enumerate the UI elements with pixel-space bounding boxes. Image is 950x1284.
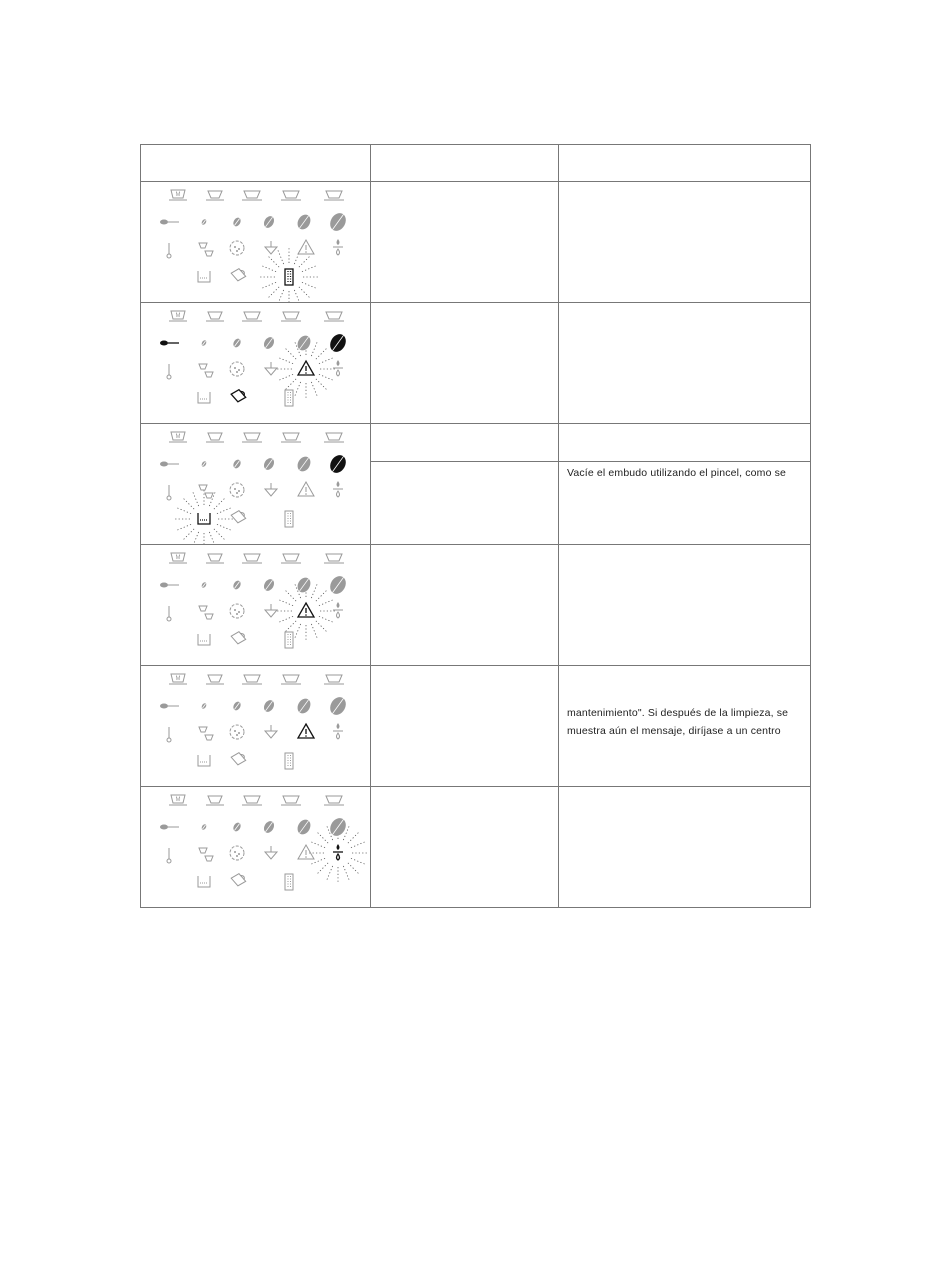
table-row [141, 303, 811, 424]
bean-icon [327, 815, 349, 838]
mug-icon [169, 795, 187, 805]
mug-icon [169, 190, 187, 200]
bean-icon [327, 331, 349, 354]
big-cup-icon [281, 796, 301, 805]
thermometer-icon [167, 364, 171, 379]
header-cell-cause [371, 145, 559, 182]
big-cup-icon [324, 675, 344, 684]
two-cups-icon [199, 243, 213, 256]
steam-nozzle-icon [265, 604, 277, 617]
mug-icon [169, 311, 187, 321]
header-cell-remedy [559, 145, 811, 182]
svg-text:M: M [175, 676, 181, 682]
big-cup-icon [242, 796, 262, 805]
table-row [141, 666, 811, 787]
big-cup-icon [324, 312, 344, 321]
cup-icon [206, 675, 224, 684]
bean-icon [232, 337, 242, 348]
panel-cell [141, 424, 371, 545]
drip-tray-icon [198, 634, 210, 645]
big-cup-icon [281, 191, 301, 200]
milk-jug-icon [231, 873, 246, 887]
bean-icon [201, 339, 207, 346]
bean-icon [232, 579, 242, 590]
bean-icon [327, 573, 349, 596]
thermometer-icon [167, 606, 171, 621]
descale-icon [230, 483, 244, 497]
thermometer-icon [167, 485, 171, 500]
big-cup-icon [281, 433, 301, 442]
cup-icon [206, 433, 224, 442]
two-cups-icon [199, 727, 213, 740]
control-panel-warning-milk-jug [141, 303, 371, 423]
water-drop-icon [333, 481, 343, 497]
drip-tray-icon [198, 392, 210, 403]
bean-icon [327, 452, 349, 475]
svg-text:M: M [175, 313, 181, 319]
remedy-cell [559, 182, 811, 303]
svg-text:M: M [175, 555, 181, 561]
bean-icon [201, 581, 207, 588]
bean-icon [232, 821, 242, 832]
water-drop-icon [333, 239, 343, 255]
bean-icon [262, 819, 276, 834]
bean-icon [262, 577, 276, 592]
cup-icon [206, 191, 224, 200]
milk-jug-icon [231, 631, 246, 645]
spoon-icon [160, 462, 179, 467]
water-drop-icon [333, 360, 343, 376]
bean-icon [201, 702, 207, 709]
drip-tray-icon [198, 755, 210, 766]
cause-cell [371, 787, 559, 908]
big-cup-icon [242, 191, 262, 200]
cup-icon [206, 796, 224, 805]
warning-icon [298, 724, 314, 738]
control-panel-warning-steady [141, 666, 371, 786]
cup-icon [206, 312, 224, 321]
drip-tray-icon [198, 876, 210, 887]
cause-cell [371, 303, 559, 424]
control-panel-filter-flashing [141, 182, 371, 302]
big-cup-icon [324, 191, 344, 200]
grounds-filter-icon [285, 511, 293, 527]
cup-icon [206, 554, 224, 563]
two-cups-icon [199, 606, 213, 619]
remedy-cell [559, 666, 811, 787]
water-drop-icon [333, 723, 343, 739]
panel-cell [141, 303, 371, 424]
drip-tray-icon [198, 513, 210, 524]
descale-icon [230, 604, 244, 618]
bean-icon [232, 700, 242, 711]
mug-icon [169, 432, 187, 442]
thermometer-icon [167, 243, 171, 258]
cause-cell [371, 666, 559, 787]
panel-cell [141, 182, 371, 303]
milk-jug-icon [231, 752, 246, 766]
grounds-filter-icon [285, 753, 293, 769]
spoon-icon [160, 825, 179, 830]
control-panel-water-drop-flashing [141, 787, 371, 907]
grounds-filter-icon [285, 269, 293, 285]
warning-icon [298, 603, 314, 617]
two-cups-icon [199, 485, 213, 498]
table-row [141, 787, 811, 908]
bean-icon [295, 817, 313, 836]
steam-nozzle-icon [265, 483, 277, 496]
water-drop-icon [333, 602, 343, 618]
cause-subcell-top [371, 424, 558, 462]
remedy-cell [559, 303, 811, 424]
big-cup-icon [242, 312, 262, 321]
thermometer-icon [167, 727, 171, 742]
big-cup-icon [242, 433, 262, 442]
two-cups-icon [199, 364, 213, 377]
bean-icon [232, 216, 242, 227]
descale-icon [230, 362, 244, 376]
table-row [141, 182, 811, 303]
big-cup-icon [242, 675, 262, 684]
big-cup-icon [281, 554, 301, 563]
spoon-icon [160, 341, 179, 346]
big-cup-icon [281, 675, 301, 684]
thermometer-icon [167, 848, 171, 863]
panel-cell [141, 666, 371, 787]
bean-icon [232, 458, 242, 469]
milk-jug-icon [231, 510, 246, 524]
bean-icon [295, 696, 313, 715]
cause-cell [371, 545, 559, 666]
cause-cell [371, 182, 559, 303]
two-cups-icon [199, 848, 213, 861]
control-panel-drip-tray-flashing [141, 424, 371, 544]
remedy-cell [559, 424, 811, 545]
warning-icon [298, 240, 314, 254]
bean-icon [262, 335, 276, 350]
milk-jug-icon [231, 389, 246, 403]
water-drop-icon [333, 844, 343, 860]
troubleshooting-table [140, 144, 811, 908]
remedy-text-line: Vacíe el embudo utilizando el pincel, como se [567, 467, 787, 479]
bean-icon [201, 823, 207, 830]
remedy-cell [559, 787, 811, 908]
bean-icon [295, 212, 313, 231]
bean-icon [201, 218, 207, 225]
mug-icon [169, 553, 187, 563]
descale-icon [230, 725, 244, 739]
table-header-row [141, 145, 811, 182]
grounds-filter-icon [285, 632, 293, 648]
bean-icon [327, 694, 349, 717]
steam-nozzle-icon [265, 846, 277, 859]
remedy-cell [559, 545, 811, 666]
svg-text:M: M [175, 192, 181, 198]
big-cup-icon [324, 433, 344, 442]
warning-icon [298, 361, 314, 375]
bean-icon [262, 698, 276, 713]
panel-cell [141, 545, 371, 666]
grounds-filter-icon [285, 874, 293, 890]
big-cup-icon [324, 796, 344, 805]
header-cell-display [141, 145, 371, 182]
milk-jug-icon [231, 268, 246, 282]
table-row [141, 545, 811, 666]
svg-text:M: M [175, 434, 181, 440]
big-cup-icon [324, 554, 344, 563]
svg-text:M: M [175, 797, 181, 803]
descale-icon [230, 241, 244, 255]
drip-tray-icon [198, 271, 210, 282]
steam-nozzle-icon [265, 241, 277, 254]
grounds-filter-icon [285, 390, 293, 406]
bean-icon [327, 210, 349, 233]
panel-cell [141, 787, 371, 908]
remedy-text-line: mantenimiento". Si después de la limpieza, se [567, 707, 789, 719]
control-panel-warning-flashing [141, 545, 371, 665]
warning-icon [298, 482, 314, 496]
bean-icon [262, 214, 276, 229]
big-cup-icon [242, 554, 262, 563]
steam-nozzle-icon [265, 725, 277, 738]
spoon-icon [160, 704, 179, 709]
spoon-icon [160, 220, 179, 225]
warning-icon [298, 845, 314, 859]
big-cup-icon [281, 312, 301, 321]
mug-icon [169, 674, 187, 684]
bean-icon [295, 454, 313, 473]
cause-cell [371, 424, 559, 545]
descale-icon [230, 846, 244, 860]
steam-nozzle-icon [265, 362, 277, 375]
remedy-text-line: muestra aún el mensaje, diríjase a un centro [567, 725, 781, 737]
bean-icon [201, 460, 207, 467]
table-row [141, 424, 811, 545]
remedy-subcell-top [559, 424, 810, 462]
bean-icon [262, 456, 276, 471]
spoon-icon [160, 583, 179, 588]
